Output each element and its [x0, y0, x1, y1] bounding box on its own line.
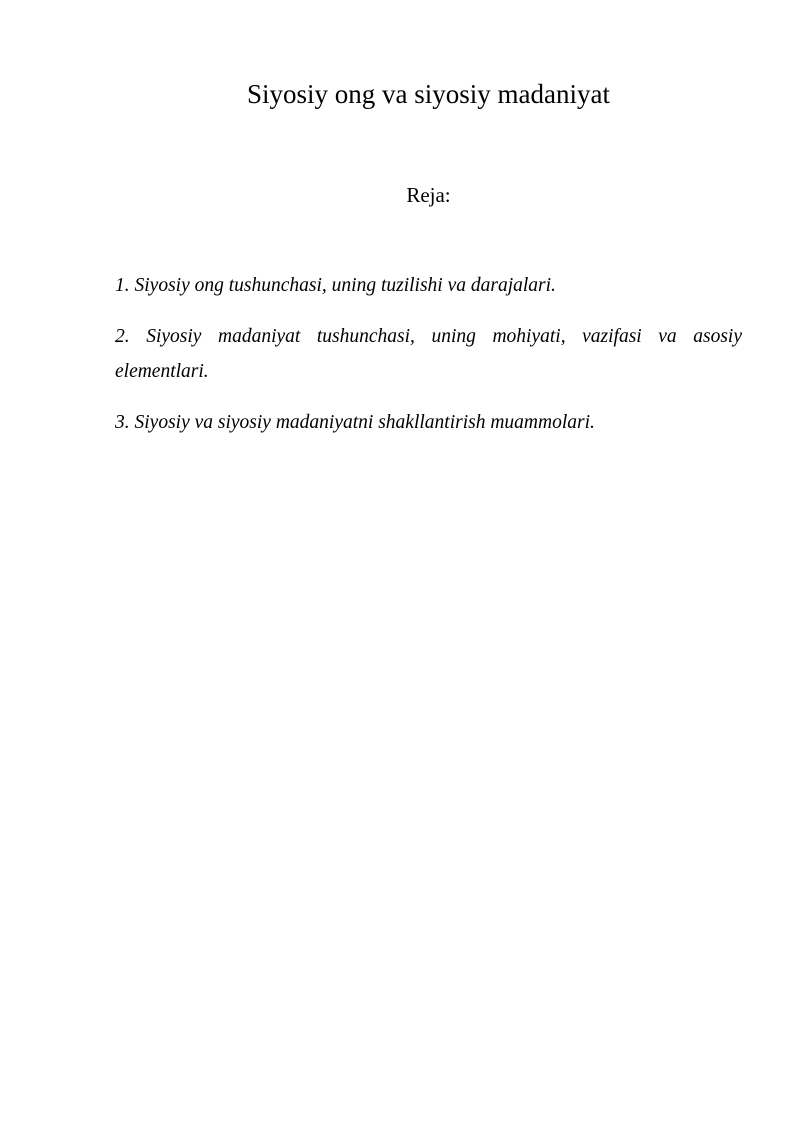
plan-item-2: 2. Siyosiy madaniyat tushunchasi, uning mohiyati, vazifasi va asosiy elementlari.	[115, 326, 742, 382]
plan-item-3: 3. Siyosiy va siyosiy madaniyatni shakllantirish muammolari.	[115, 412, 595, 433]
plan-item-1: 1. Siyosiy ong tushunchasi, uning tuzilishi va darajalari.	[115, 275, 556, 296]
document-title: Siyosiy ong va siyosiy madaniyat	[247, 79, 610, 109]
plan-heading: Reja:	[406, 183, 451, 207]
plan-list	[115, 268, 742, 456]
